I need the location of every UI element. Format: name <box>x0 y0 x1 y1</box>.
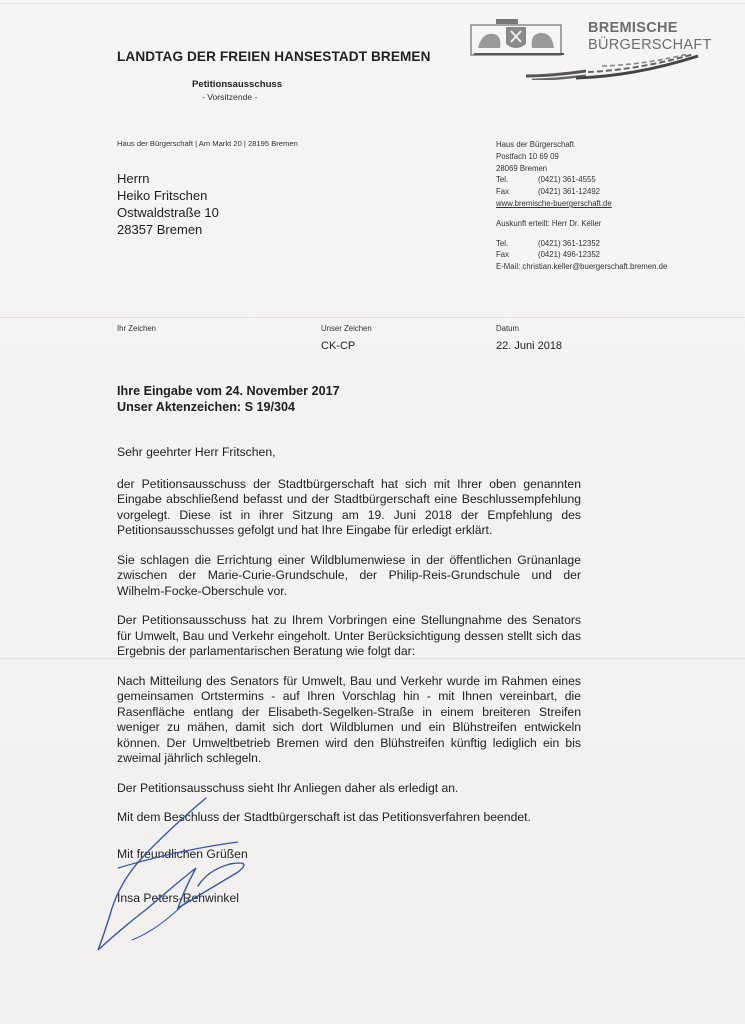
logo-text-line2: BÜRGERSCHAFT <box>588 37 712 53</box>
recipient-name: Heiko Fritschen <box>117 188 208 203</box>
handwritten-signature <box>88 790 298 960</box>
paragraph-2: Sie schlagen die Errichtung einer Wildblumenwiese in der öffentlichen Grünanlage zwischen der Marie-Curie-Grundschule, der Philip-Reis-Grundschule und der Wilhelm-Focke-Oberschule vor. <box>117 552 581 598</box>
contact-org: Haus der Bürgerschaft <box>496 140 575 149</box>
recipient-city: 28357 Bremen <box>117 222 203 237</box>
fax-value: (0421) 361-12492 <box>538 187 600 197</box>
committee-name: Petitionsausschuss <box>192 79 283 90</box>
letterhead-title: LANDTAG DER FREIEN HANSESTADT BREMEN <box>117 49 431 64</box>
parliament-seats-icon <box>576 54 701 80</box>
contact-fax-row <box>496 186 726 198</box>
paragraph-1: der Petitionsausschuss der Stadtbürgerschaft hat sich mit Ihrer oben genannten Eingabe abschließend befasst und der Stadtbürgerschaft eine Beschlussempfehlung vorgelegt. Diese ist in ihrer Sitzung am 19. Juni 2018 der Empfehlung des Petitionsausschusses gefolgt und hat Ihre Eingabe für erledigt erklärt. <box>117 476 581 537</box>
parliament-logo <box>466 18 712 80</box>
tel-label: Tel. <box>496 175 509 185</box>
coat-of-arms-icon <box>466 18 586 80</box>
subject-line2: Unser Aktenzeichen: S 19/304 <box>117 399 296 414</box>
fax2-label: Fax <box>496 250 509 260</box>
contact-tel-row <box>496 174 726 186</box>
contact-email[interactable]: E-Mail: christian.keller@buergerschaft.bremen.de <box>496 262 668 272</box>
fold-line <box>0 317 745 318</box>
contact-tel2-row <box>496 238 726 250</box>
subject-block <box>117 384 340 415</box>
contact-person: Auskunft erteilt: Herr Dr. Keller <box>496 218 602 228</box>
tel-value: (0421) 361-4555 <box>538 175 596 185</box>
unser-zeichen-value: CK-CP <box>321 340 356 352</box>
ihr-zeichen-label: Ihr Zeichen <box>117 324 157 333</box>
fax2-value: (0421) 496-12352 <box>538 250 600 260</box>
datum-label: Datum <box>496 324 519 333</box>
contact-block <box>496 139 726 273</box>
logo-text-line1: BREMISCHE <box>588 20 678 36</box>
recipient-street: Ostwaldstraße 10 <box>117 205 219 220</box>
recipient-address <box>117 170 219 238</box>
tel2-value: (0421) 361-12352 <box>538 238 600 248</box>
subject-line1: Ihre Eingabe vom 24. November 2017 <box>117 384 340 398</box>
paragraph-3: Der Petitionsausschuss hat zu Ihrem Vorbringen eine Stellungnahme des Senators für Umwelt, Bau und Verkehr eingeholt. Unter Berücksichtigung dessen stellt sich das Ergebnis der parlamentarischen Beratung wie folgt dar: <box>117 613 581 658</box>
unser-zeichen-label: Unser Zeichen <box>321 324 372 333</box>
paragraph-6: Mit dem Beschluss der Stadtbürgerschaft ist das Petitionsverfahren beendet. <box>117 810 531 824</box>
fax-label: Fax <box>496 187 509 197</box>
fold-line <box>0 3 745 4</box>
paragraph-5: Der Petitionsausschuss sieht Ihr Anliegen daher als erledigt an. <box>117 780 459 795</box>
website-link[interactable]: www.bremische-buergerschaft.de <box>496 198 612 208</box>
committee-role: - Vorsitzende - <box>202 92 258 102</box>
tel2-label: Tel. <box>496 238 509 248</box>
sender-address-line: Haus der Bürgerschaft | Am Markt 20 | 28195 Bremen <box>117 139 298 148</box>
contact-postbox: Postfach 10 69 09 <box>496 151 559 161</box>
datum-value: 22. Juni 2018 <box>496 340 563 352</box>
signatory-name: Insa Peters-Rehwinkel <box>117 891 239 905</box>
closing: Mit freundlichen Grüßen <box>117 846 248 861</box>
paragraph-4: Nach Mitteilung des Senators für Umwelt, Bau und Verkehr wurde im Rahmen eines gemeinsamen Ortstermins - auf Ihren Vorschlag hin - mit Ihnen vereinbart, die Rasenfläche entlang der Elisabeth-Segelken-Straße in einem breiteren Streifen weniger zu mähen, damit sich dort Wildblumen und ein Blühstreifen entwickeln können. Der Umweltbetrieb Bremen wird den Blühstreifen künftig lediglich ein bis zweimal jährlich schlegeln. <box>117 673 581 765</box>
contact-city: 28069 Bremen <box>496 163 548 173</box>
contact-fax2-row <box>496 249 726 261</box>
salutation: Sehr geehrter Herr Fritschen, <box>117 445 276 459</box>
recipient-salutation: Herrn <box>117 171 150 186</box>
